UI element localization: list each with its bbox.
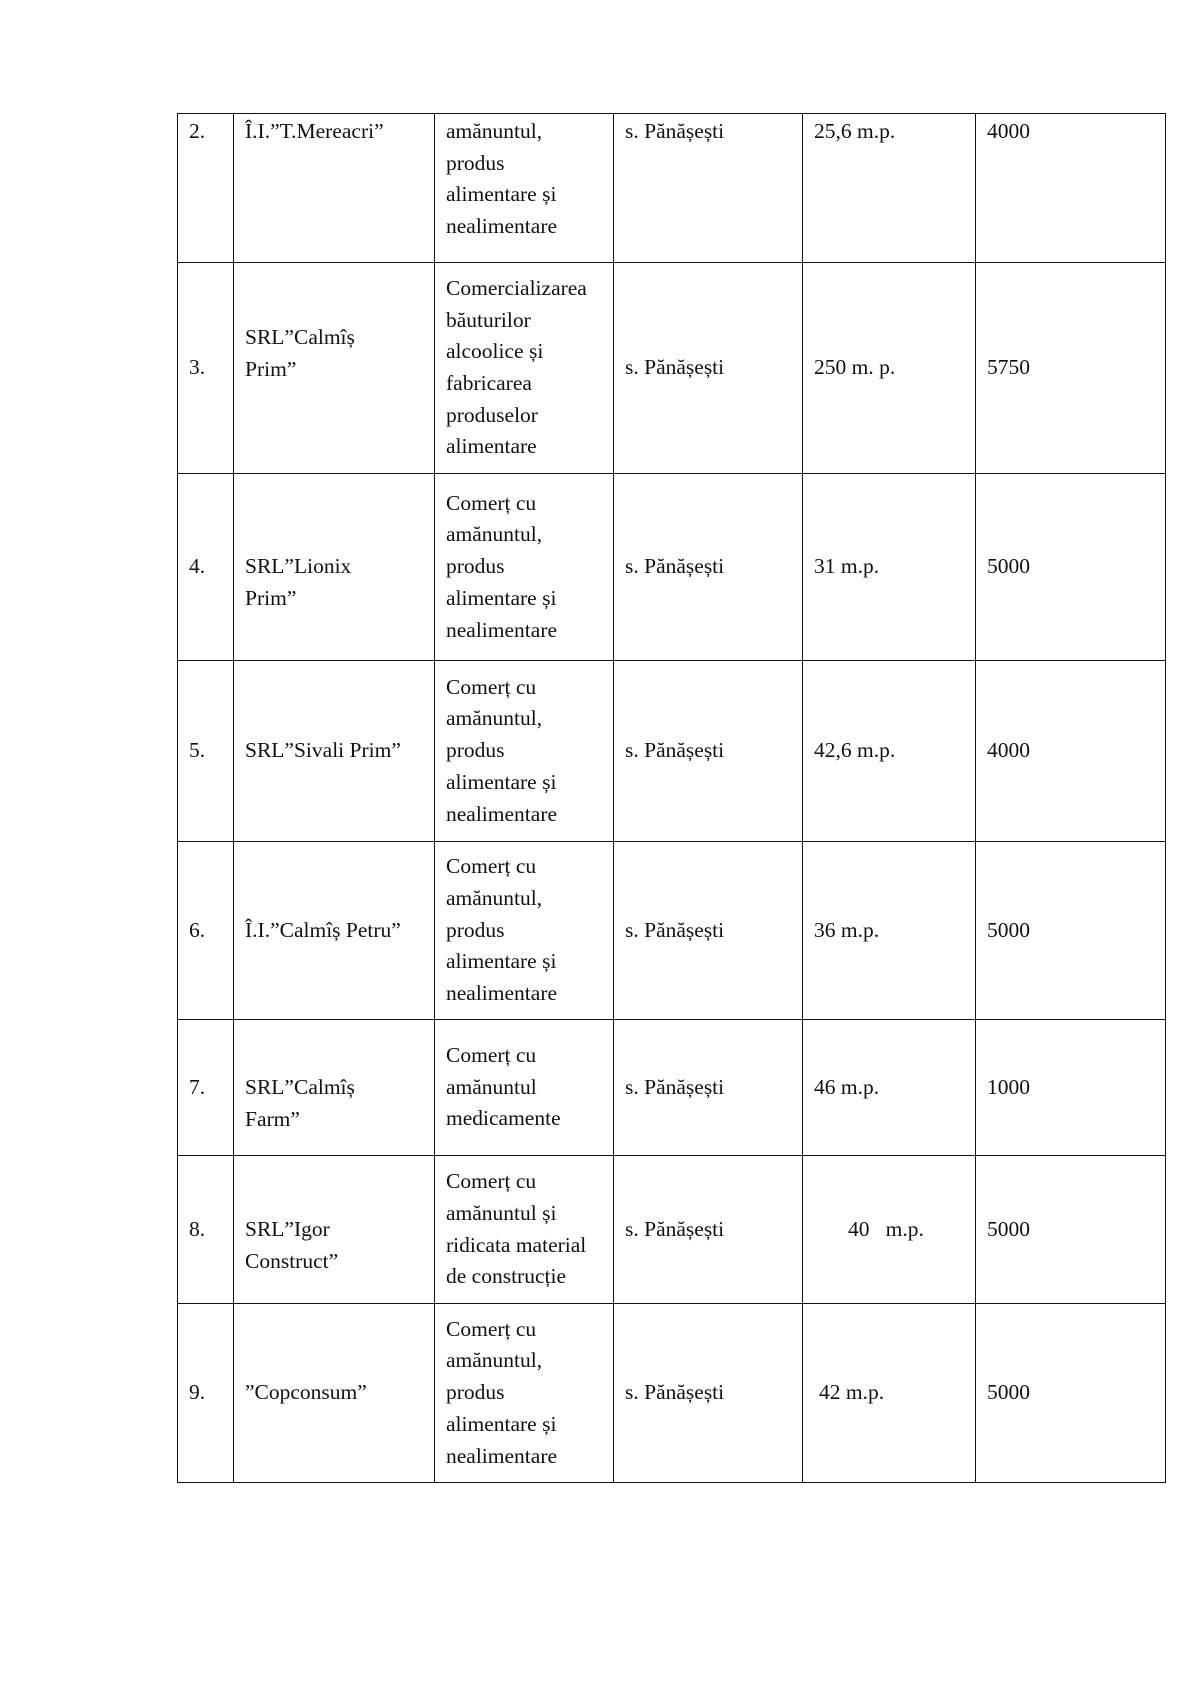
company-name-line: Farm” (245, 1106, 300, 1131)
area: 31 m.p. (814, 554, 880, 579)
activity-cell (435, 842, 614, 1020)
company-name-cell (234, 661, 435, 842)
row-number-cell (178, 661, 234, 842)
area: 36 m.p. (814, 917, 880, 942)
activity-cell (435, 1304, 614, 1483)
value-cell (976, 263, 1166, 474)
location-cell (614, 661, 803, 842)
activity-line: amănuntul, (446, 885, 543, 910)
activity-line: ridicata material (446, 1232, 587, 1257)
activity-line: amănuntul, (446, 522, 543, 547)
activity-line: Comerț cu (446, 674, 537, 699)
activity-line: nealimentare (446, 801, 558, 826)
company-name-line: Î.I.”T.Mereacri” (245, 119, 384, 143)
row-number: 3. (189, 355, 206, 380)
value-cell (976, 842, 1166, 1020)
activity-line: Comerț cu (446, 1169, 537, 1194)
activity-line: produs (446, 738, 505, 763)
activity-cell (435, 263, 614, 474)
activity-line: Comerț cu (446, 1316, 537, 1341)
company-name-cell (234, 1020, 435, 1156)
location: s. Pănășești (625, 355, 725, 380)
area: 25,6 m.p. (814, 119, 896, 143)
company-name-line: Construct” (245, 1248, 339, 1273)
table-row (178, 1304, 1166, 1483)
location-cell (614, 1304, 803, 1483)
area: 46 m.p. (814, 1074, 880, 1099)
row-number-cell (178, 1304, 234, 1483)
value-cell (976, 1304, 1166, 1483)
activity-line: alimentare (446, 434, 537, 459)
activity-line: fabricarea (446, 371, 532, 395)
area-cell (803, 114, 976, 263)
table-row (178, 114, 1166, 263)
activity-cell (435, 661, 614, 842)
activity-line: produselor (446, 402, 538, 427)
table-row (178, 1156, 1166, 1304)
activity-line: alimentare și (446, 182, 557, 207)
activity-line: produs (446, 554, 505, 579)
activity-line: alimentare și (446, 585, 557, 610)
value: 5000 (987, 1380, 1030, 1405)
row-number-cell (178, 114, 234, 263)
row-number-cell (178, 1020, 234, 1156)
activity-line: produs (446, 917, 505, 942)
area-cell (803, 661, 976, 842)
table-row (178, 842, 1166, 1020)
value-cell (976, 661, 1166, 842)
activity-line: produs (446, 150, 505, 175)
table-row (178, 1020, 1166, 1156)
company-name-line: Prim” (245, 586, 297, 610)
value-cell (976, 1020, 1166, 1156)
location: s. Pănășești (625, 1380, 725, 1405)
activity-line: alcoolice și (446, 339, 544, 364)
area-cell (803, 474, 976, 661)
activity-line: Comerț cu (446, 490, 537, 515)
company-name-cell (234, 1156, 435, 1304)
location-cell (614, 474, 803, 661)
company-name-line: SRL”Lionix (245, 554, 352, 579)
table-row (178, 661, 1166, 842)
company-name-line: ”Copconsum” (245, 1380, 367, 1405)
location-cell (614, 1156, 803, 1304)
company-name-line: SRL”Igor (245, 1216, 330, 1241)
row-number-cell (178, 474, 234, 661)
company-name-cell (234, 842, 435, 1020)
row-number-cell (178, 1156, 234, 1304)
location-cell (614, 263, 803, 474)
activity-line: amănuntul și (446, 1200, 557, 1225)
area-cell (803, 263, 976, 474)
company-name-cell (234, 1304, 435, 1483)
area: 42,6 m.p. (814, 738, 896, 763)
activity-cell (435, 1020, 614, 1156)
row-number-cell (178, 263, 234, 474)
activity-line: alimentare și (446, 769, 557, 794)
company-name-line: SRL”Calmîș (245, 1074, 355, 1099)
area-cell (803, 1020, 976, 1156)
row-number: 5. (189, 738, 206, 763)
activity-line: de construcție (446, 1264, 566, 1289)
activity-line: amănuntul, (446, 706, 543, 731)
company-name-line: Prim” (245, 357, 297, 381)
area: 250 m. p. (814, 355, 896, 380)
value: 5000 (987, 1216, 1030, 1241)
area-cell (803, 1156, 976, 1304)
table-row (178, 474, 1166, 661)
value-cell (976, 1156, 1166, 1304)
activity-line: nealimentare (446, 214, 558, 239)
row-number: 6. (189, 917, 206, 942)
value: 4000 (987, 119, 1030, 143)
activity-line: băuturilor (446, 307, 531, 332)
row-number: 4. (189, 554, 206, 579)
company-name-cell (234, 263, 435, 474)
activity-line: amănuntul, (446, 119, 543, 143)
location: s. Pănășești (625, 1216, 725, 1241)
location: s. Pănășești (625, 917, 725, 942)
activity-line: Comerț cu (446, 1042, 537, 1067)
establishments-table (177, 113, 1166, 1483)
company-name-line: SRL”Calmîș (245, 325, 355, 350)
activity-line: nealimentare (446, 981, 558, 1006)
row-number: 9. (189, 1380, 206, 1405)
location: s. Pănășești (625, 554, 725, 579)
activity-line: medicamente (446, 1106, 561, 1131)
company-name-cell (234, 114, 435, 263)
area-cell (803, 1304, 976, 1483)
row-number: 7. (189, 1074, 206, 1099)
row-number: 8. (189, 1216, 206, 1241)
activity-line: nealimentare (446, 617, 558, 642)
activity-line: amănuntul (446, 1074, 537, 1099)
location-cell (614, 1020, 803, 1156)
row-number: 2. (189, 119, 206, 143)
area: 40 m.p. (848, 1216, 924, 1241)
value: 5000 (987, 554, 1030, 579)
activity-line: amănuntul, (446, 1348, 543, 1373)
activity-cell (435, 474, 614, 661)
value: 5750 (987, 355, 1030, 380)
value-cell (976, 474, 1166, 661)
location: s. Pănășești (625, 1074, 725, 1099)
location-cell (614, 842, 803, 1020)
activity-line: alimentare și (446, 949, 557, 974)
location-cell (614, 114, 803, 263)
company-name-line: Î.I.”Calmîș Petru” (245, 917, 401, 942)
activity-line: Comerț cu (446, 854, 537, 879)
location: s. Pănășești (625, 119, 725, 143)
activity-line: alimentare și (446, 1411, 557, 1436)
activity-line: Comercializarea (446, 275, 587, 300)
row-number-cell (178, 842, 234, 1020)
table-row (178, 263, 1166, 474)
value: 1000 (987, 1074, 1030, 1099)
value-cell (976, 114, 1166, 263)
area: 42 m.p. (819, 1380, 885, 1405)
location: s. Pănășești (625, 738, 725, 763)
activity-line: produs (446, 1380, 505, 1405)
area-cell (803, 842, 976, 1020)
value: 5000 (987, 917, 1030, 942)
value: 4000 (987, 738, 1030, 763)
company-name-cell (234, 474, 435, 661)
company-name-line: SRL”Sivali Prim” (245, 738, 401, 763)
activity-line: nealimentare (446, 1443, 558, 1468)
activity-cell (435, 1156, 614, 1304)
activity-cell (435, 114, 614, 263)
